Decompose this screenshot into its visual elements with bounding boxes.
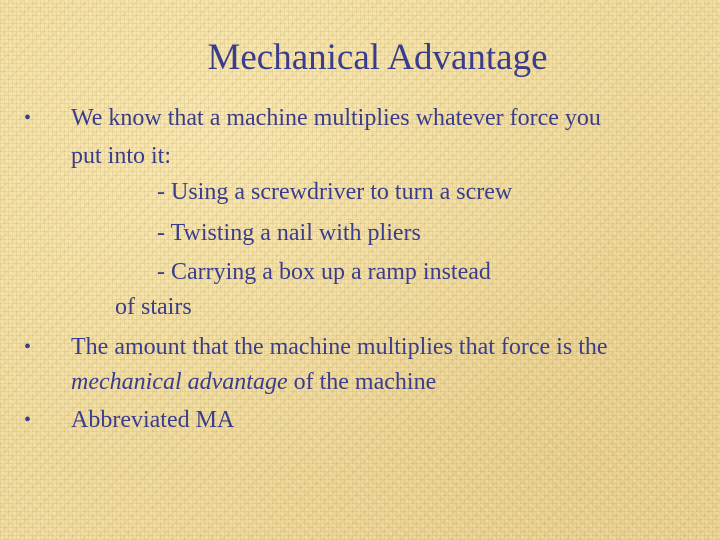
sub-item-ramp-continuation: of stairs [115,294,192,320]
bullet-icon: • [24,336,32,358]
bullet-3-line-1: Abbreviated MA [71,407,235,433]
bullet-2-line-1: The amount that the machine multiplies that force is the [71,334,608,360]
bullet-1-line-1: We know that a machine multiplies whatever force you [71,105,601,131]
mechanical-advantage-term: mechanical advantage [71,369,288,395]
sub-item-screwdriver: - Using a screwdriver to turn a screw [157,179,513,205]
bullet-2-line-2-rest: of the machine [287,369,437,395]
bullet-icon: • [24,107,32,129]
bullet-icon: • [24,409,32,431]
bullet-1-line-2: put into it: [71,143,172,169]
sub-item-ramp: - Carrying a box up a ramp instead [157,259,491,285]
sub-item-pliers: - Twisting a nail with pliers [157,220,421,246]
bullet-2-line-2 [71,367,436,397]
slide-title: Mechanical Advantage [207,37,548,78]
